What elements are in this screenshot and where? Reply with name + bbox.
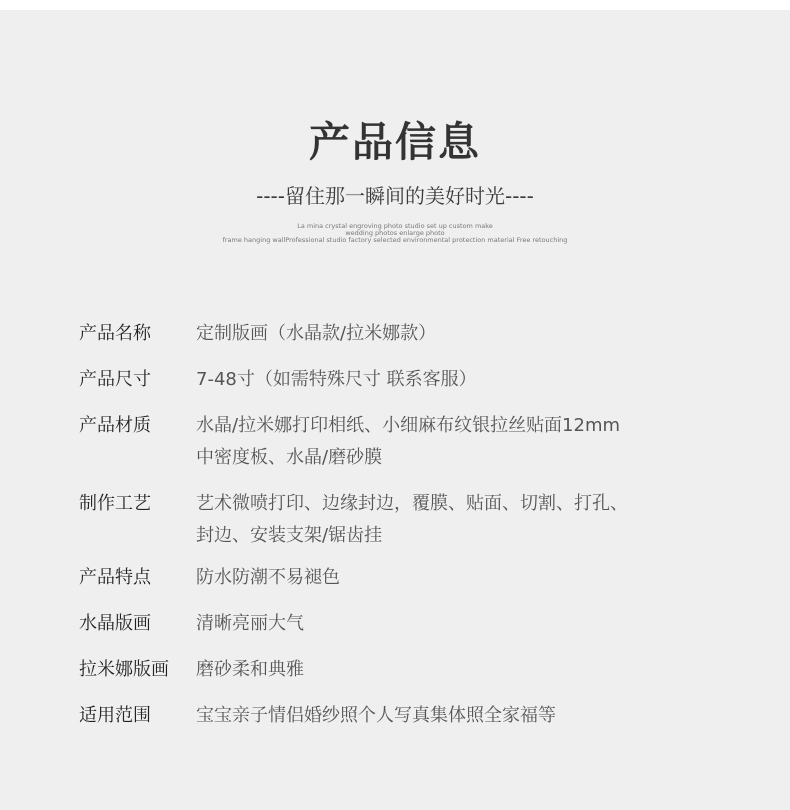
spec-value-line: 封边、安装支架/锯齿挂 [196, 525, 383, 546]
tagline-line-2: wedding photos enlarge photo [345, 229, 445, 237]
spec-label: 拉米娜版画 [79, 659, 169, 680]
spec-value [196, 318, 436, 350]
spec-value [196, 488, 628, 552]
page-subtitle: ----留住那一瞬间的美好时光---- [256, 184, 534, 208]
spec-value-line: 清晰亮丽大气 [196, 613, 304, 634]
spec-value [196, 654, 304, 686]
spec-label: 产品特点 [79, 567, 151, 588]
spec-value-line: 磨砂柔和典雅 [196, 659, 304, 680]
spec-label: 制作工艺 [79, 493, 151, 514]
spec-value-line: 宝宝亲子情侣婚纱照个人写真集体照全家福等 [196, 705, 556, 726]
spec-row-features [79, 562, 340, 594]
spec-row-lamina [79, 654, 304, 686]
spec-value-line: 定制版画（水晶款/拉米娜款） [196, 323, 437, 344]
spec-value-line: 水晶/拉米娜打印相纸、小细麻布纹银拉丝贴面12mm [196, 415, 621, 436]
spec-label: 产品材质 [79, 415, 151, 436]
tagline-line-3: frame hanging wallProfessional studio factory selected environmental protection material Free retouching [222, 236, 568, 244]
spec-value-line: 防水防潮不易褪色 [196, 567, 340, 588]
spec-value-line: 7-48寸（如需特殊尺寸 联系客服） [196, 369, 477, 390]
product-info-panel [0, 10, 790, 810]
spec-label: 产品名称 [79, 323, 151, 344]
spec-label: 产品尺寸 [79, 369, 151, 390]
spec-row-crystal [79, 608, 304, 640]
spec-value [196, 608, 304, 640]
spec-row-usage [79, 700, 556, 732]
spec-value-line: 中密度板、水晶/磨砂膜 [196, 447, 383, 468]
spec-row-name [79, 318, 436, 350]
spec-value [196, 562, 340, 594]
spec-row-material [79, 410, 620, 474]
spec-row-process [79, 488, 628, 552]
spec-label: 适用范围 [79, 705, 151, 726]
spec-value [196, 410, 620, 474]
page-title: 产品信息 [309, 118, 481, 166]
spec-label: 水晶版画 [79, 613, 151, 634]
spec-value [196, 700, 556, 732]
spec-value-line: 艺术微喷打印、边缘封边，覆膜、贴面、切割、打孔、 [196, 493, 628, 514]
tagline-line-1: La mina crystal engroving photo studio set up custom make [297, 222, 493, 230]
spec-row-size [79, 364, 477, 396]
spec-value [196, 364, 477, 396]
